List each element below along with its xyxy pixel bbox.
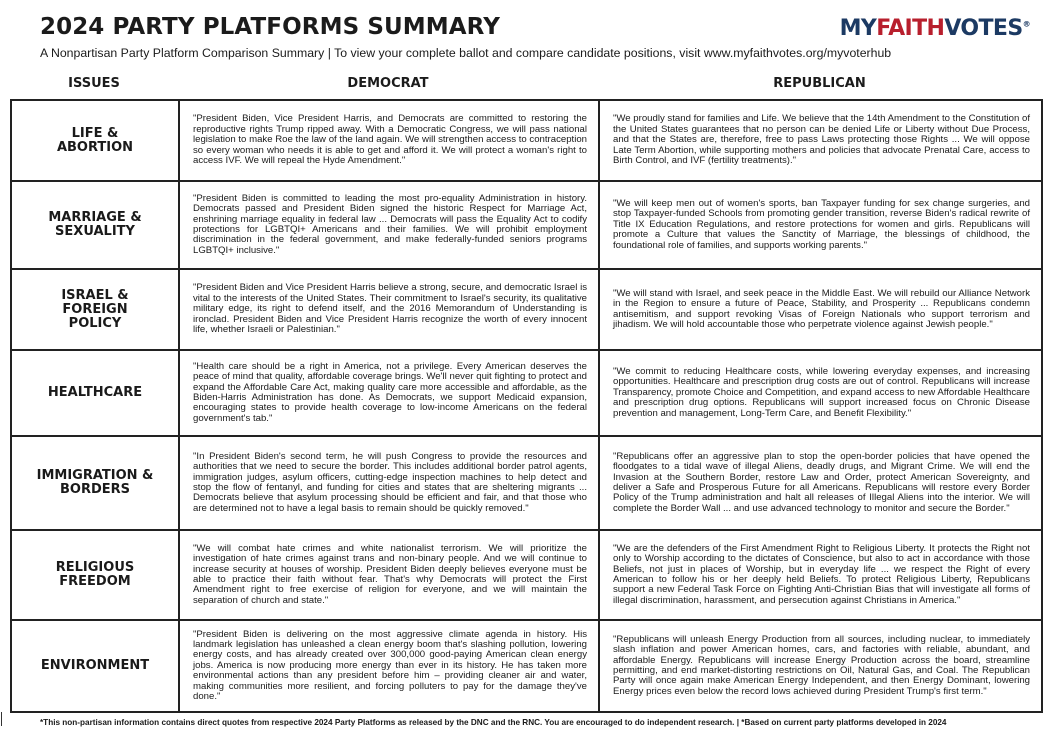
logo-part-faith: FAITH xyxy=(876,16,945,41)
registered-mark: ® xyxy=(1022,19,1030,29)
column-header-democrat: DEMOCRAT xyxy=(347,76,429,91)
issue-label: IMMIGRATION & BORDERS xyxy=(11,436,179,530)
page-subtitle: A Nonpartisan Party Platform Comparison Summary | To view your complete ballot and compare candidate positions, visit www.myfaithvotes.org/myvoterhub xyxy=(40,46,892,60)
logo-part-votes: VOTES xyxy=(944,16,1023,41)
table-row xyxy=(11,620,1042,712)
republican-quote: "We will stand with Israel, and seek peace in the Middle East. We will rebuild our Alliance Network in the Region to ensure a future of Peace, Stability, and Prosperity ... Republicans condemn antisemitism, and support revoking Visas of Foreign Nationals who support terrorism and jihadism. We will hold accountable those who perpetrate violence against Jewish people." xyxy=(599,269,1042,350)
left-edge-mark xyxy=(1,712,2,726)
republican-quote: "We commit to reducing Healthcare costs, while lowering everyday expenses, and increasing opportunities. Healthcare and prescription drug costs are out of control. Republicans will increase Transparency, promote Choice and Competition, and expand access to new Affordable Healthcare and prescription drug options. Republicans will support increased focus on Chronic Disease prevention and management, Long-Term Care, and Benefit Flexibility." xyxy=(599,350,1042,436)
column-headers xyxy=(10,76,1041,96)
table-row xyxy=(11,350,1042,436)
issue-label: RELIGIOUS FREEDOM xyxy=(11,530,179,620)
republican-quote: "We proudly stand for families and Life. We believe that the 14th Amendment to the Constitution of the United States guarantees that no person can be denied Life or Liberty without Due Process, and that the States are, therefore, free to pass Laws protecting those Rights ... We will oppose Late Term Abortion, while supporting mothers and policies that advocate Prenatal Care, access to Birth Control, and IVF (fertility treatments)." xyxy=(599,100,1042,181)
issue-label: LIFE & ABORTION xyxy=(11,100,179,181)
democrat-quote: "Health care should be a right in America, not a privilege. Every American deserves the peace of mind that quality, affordable coverage brings. We'll never quit fighting to protect and expand the Affordable Care Act, making quality care more accessible and affordable, as the Biden-Harris Administration has done. As Democrats, we support Medicaid expansion, encouraging states to provide health coverage to low-income Americans on the federal government's tab." xyxy=(179,350,599,436)
democrat-quote: "President Biden and Vice President Harris believe a strong, secure, and democratic Israel is vital to the interests of the United States. Their commitment to Israel's security, its qualitative military edge, its right to defend itself, and the 2016 Memorandum of Understanding is ironclad. President Biden and Vice President Harris recognize the worth of every innocent life, whether Israeli or Palestinian." xyxy=(179,269,599,350)
democrat-quote: "In President Biden's second term, he will push Congress to provide the resources and authorities that we need to secure the border. This includes additional border patrol agents, immigration judges, asylum officers, cutting-edge inspection machines to help detect and stop the flow of fentanyl, and funding for cities and states that are sheltering migrants ... Democrats believe that asylum processing should be efficient and fair, and that those who are determined not to have a legal basis to remain should be quickly removed." xyxy=(179,436,599,530)
column-header-republican: REPUBLICAN xyxy=(773,76,866,91)
issue-label: ENVIRONMENT xyxy=(11,620,179,712)
democrat-quote: "President Biden, Vice President Harris, and Democrats are committed to restoring the reproductive rights Trump ripped away. With a Democratic Congress, we will pass national legislation to make Roe the law of the land again. We will strengthen access to contraception so every woman who needs it is able to get and afford it. We will protect a woman's right to access IVF. We will repeal the Hyde Amendment." xyxy=(179,100,599,181)
table-row xyxy=(11,100,1042,181)
issue-label: HEALTHCARE xyxy=(11,350,179,436)
page-title: 2024 PARTY PLATFORMS SUMMARY xyxy=(40,14,500,40)
issue-label: MARRIAGE & SEXUALITY xyxy=(11,181,179,269)
footer-disclaimer: *This non-partisan information contains direct quotes from respective 2024 Party Platforms as released by the DNC and the RNC. You are encouraged to do independent research. | *Based on current party platforms developed in 2024 xyxy=(40,718,947,727)
platform-comparison-table xyxy=(10,99,1043,713)
table-row xyxy=(11,181,1042,269)
issue-label: ISRAEL & FOREIGN POLICY xyxy=(11,269,179,350)
republican-quote: "We are the defenders of the First Amendment Right to Religious Liberty. It protects the Right not only to Worship according to the dictates of Conscience, but also to act in accordance with those Beliefs, not just in places of Worship, but in everyday life ... we respect the Right of every American to follow his or her deeply held Beliefs. To protect Religious Liberty, Republicans support a new Federal Task Force on Fighting Anti-Christian Bias that will investigate all forms of illegal discrimination, harassment, and persecution against Christians in America." xyxy=(599,530,1042,620)
myfaithvotes-logo xyxy=(840,16,1030,41)
democrat-quote: "We will combat hate crimes and white nationalist terrorism. We will prioritize the investigation of hate crimes against trans and non-binary people. And we will continue to increase security at houses of worship. President Biden deeply believes everyone must be able to practice their faith without fear. That's why Democrats will protect the First Amendment right to free exercise of religion for everyone, and we will maintain the separation of church and state." xyxy=(179,530,599,620)
republican-quote: "We will keep men out of women's sports, ban Taxpayer funding for sex change surgeries, and stop Taxpayer-funded Schools from promoting gender transition, reverse Biden's radical rewrite of Title IX Education Regulations, and restore protections for women and girls. Republicans will promote a Culture that values the Sanctity of Marriage, the blessings of childhood, the foundational role of families, and supports working parents." xyxy=(599,181,1042,269)
republican-quote: "Republicans will unleash Energy Production from all sources, including nuclear, to immediately slash inflation and power American homes, cars, and factories with reliable, abundant, and affordable Energy. Republicans will increase Energy Production across the board, streamline permitting, and end market-distorting restrictions on Oil, Natural Gas, and Coal. The Republican Party will once again make American Energy Independent, and then Energy Dominant, lowering Energy prices even below the record lows achieved during President Trump's first term." xyxy=(599,620,1042,712)
logo-part-my: MY xyxy=(839,16,877,41)
democrat-quote: "President Biden is committed to leading the most pro-equality Administration in history. Democrats passed and President Biden signed the historic Respect for Marriage Act, enshrining marriage equality in federal law ... Democrats will pass the Equality Act to codify protections for LGBTQI+ Americans and their families. We will prohibit employment discrimination in the federal government, and make federally-funded seniors programs LGBTQI+ inclusive." xyxy=(179,181,599,269)
table-row xyxy=(11,436,1042,530)
table-row xyxy=(11,530,1042,620)
democrat-quote: "President Biden is delivering on the most aggressive climate agenda in history. His landmark legislation has unleashed a clean energy boom that's slashing pollution, lowering energy costs, and has already created over 300,000 good-paying American clean energy jobs. America is now producing more energy than ever in its history. He has taken more environmental actions than any president before him – providing cleaner air and water, making communities more resilient, and forcing polluters to pay for the damage they've done." xyxy=(179,620,599,712)
republican-quote: "Republicans offer an aggressive plan to stop the open-border policies that have opened the floodgates to a tidal wave of illegal Aliens, deadly drugs, and Migrant Crime. We will end the Invasion at the Southern Border, restore Law and Order, protect American Sovereignty, and deliver a Safe and Prosperous Future for all Americans. Republicans will restore every Border Policy of the Trump administration and halt all releases of Illegal Aliens into the interior. We will complete the Border Wall ... and use advanced technology to monitor and secure the Border." xyxy=(599,436,1042,530)
column-header-issues: ISSUES xyxy=(68,76,120,91)
table-row xyxy=(11,269,1042,350)
page-header xyxy=(40,12,1040,62)
